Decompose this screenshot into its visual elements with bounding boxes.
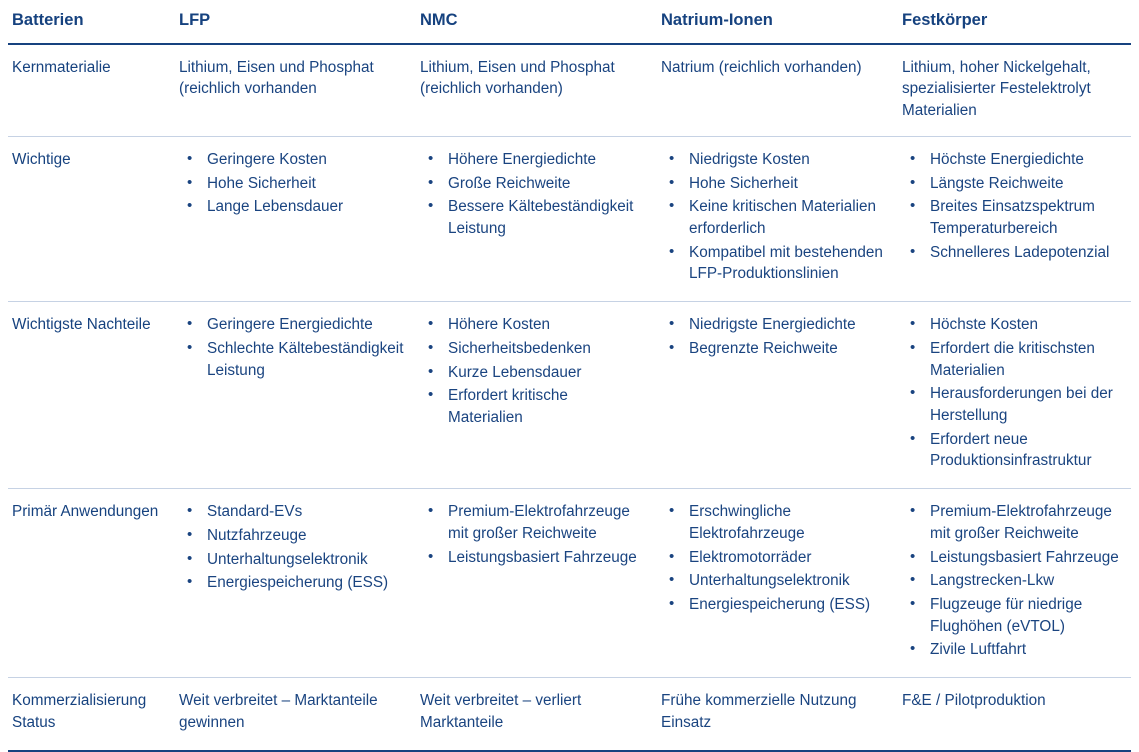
- cell-applications-sodium-ion: [657, 489, 898, 678]
- list-item: • Niedrigste Energiedichte: [661, 314, 886, 336]
- list-item: • Höchste Kosten: [902, 314, 1119, 336]
- bullet-list: [661, 149, 886, 285]
- list-item: • Begrenzte Reichweite: [661, 338, 886, 360]
- bullet-list: [179, 149, 404, 218]
- list-item: • Hohe Sicherheit: [661, 173, 886, 195]
- list-item: • Energiespeicherung (ESS): [179, 572, 404, 594]
- row-label-commercialization-status: Kommerzialisierung Status: [8, 678, 175, 751]
- list-item: • Erfordert die kritischsten Materialien: [902, 338, 1119, 381]
- list-item: • Höchste Energiedichte: [902, 149, 1119, 171]
- list-item: • Höhere Energiedichte: [420, 149, 645, 171]
- list-item: • Höhere Kosten: [420, 314, 645, 336]
- cell-status-lfp: [175, 678, 416, 751]
- cell-status-nmc: [416, 678, 657, 751]
- list-item: • Leistungsbasiert Fahrzeuge: [420, 547, 645, 569]
- column-header-lfp: LFP: [175, 0, 416, 44]
- list-item: • Erfordert kritische Materialien: [420, 385, 645, 428]
- row-label-advantages: Wichtige: [8, 136, 175, 301]
- list-item: • Niedrigste Kosten: [661, 149, 886, 171]
- cell-core-materials-sodium-ion: [657, 44, 898, 137]
- list-item: • Zivile Luftfahrt: [902, 639, 1119, 661]
- cell-text: Frühe kommerzielle Nutzung Einsatz: [661, 692, 857, 731]
- list-item: • Elektromotorräder: [661, 547, 886, 569]
- cell-advantages-sodium-ion: [657, 136, 898, 301]
- bullet-list: [179, 314, 404, 381]
- cell-text: Natrium (reichlich vorhanden): [661, 58, 862, 76]
- cell-core-materials-nmc: [416, 44, 657, 137]
- list-item: • Unterhaltungselektronik: [179, 549, 404, 571]
- column-header-batteries: Batterien: [8, 0, 175, 44]
- list-item: • Kompatibel mit bestehenden LFP-Produktionslinien: [661, 242, 886, 285]
- column-header-nmc: NMC: [416, 0, 657, 44]
- table-header: [8, 0, 1131, 44]
- cell-core-materials-solid-state: [898, 44, 1131, 137]
- row-label-core-materials: Kernmaterialie: [8, 44, 175, 137]
- list-item: • Längste Reichweite: [902, 173, 1119, 195]
- list-item: • Schnelleres Ladepotenzial: [902, 242, 1119, 264]
- cell-status-sodium-ion: [657, 678, 898, 751]
- list-item: • Erschwingliche Elektrofahrzeuge: [661, 501, 886, 544]
- list-item: • Nutzfahrzeuge: [179, 525, 404, 547]
- table-row: [8, 678, 1131, 751]
- cell-applications-lfp: [175, 489, 416, 678]
- list-item: • Flugzeuge für niedrige Flughöhen (eVTOL): [902, 594, 1119, 637]
- column-header-solid-state: Festkörper: [898, 0, 1131, 44]
- cell-advantages-solid-state: [898, 136, 1131, 301]
- list-item: • Große Reichweite: [420, 173, 645, 195]
- bullet-list: [661, 501, 886, 616]
- table-row: [8, 489, 1131, 678]
- bullet-list: [420, 149, 645, 240]
- bullet-list: [902, 149, 1119, 264]
- list-item: • Geringere Energiedichte: [179, 314, 404, 336]
- list-item: • Schlechte Kältebeständigkeit Leistung: [179, 338, 404, 381]
- list-item: • Kurze Lebensdauer: [420, 362, 645, 384]
- list-item: • Leistungsbasiert Fahrzeuge: [902, 547, 1119, 569]
- cell-applications-solid-state: [898, 489, 1131, 678]
- list-item: • Geringere Kosten: [179, 149, 404, 171]
- table-row: [8, 302, 1131, 489]
- bullet-list: [179, 501, 404, 594]
- list-item: • Keine kritischen Materialien erforderlich: [661, 196, 886, 239]
- cell-advantages-nmc: [416, 136, 657, 301]
- list-item: • Langstrecken-Lkw: [902, 570, 1119, 592]
- cell-applications-nmc: [416, 489, 657, 678]
- cell-text: F&E / Pilotproduktion: [902, 692, 1046, 710]
- cell-disadvantages-nmc: [416, 302, 657, 489]
- cell-status-solid-state: [898, 678, 1131, 751]
- battery-comparison-table: [8, 0, 1131, 752]
- list-item: • Energiespeicherung (ESS): [661, 594, 886, 616]
- bullet-list: [902, 314, 1119, 472]
- cell-disadvantages-sodium-ion: [657, 302, 898, 489]
- list-item: • Unterhaltungselektronik: [661, 570, 886, 592]
- cell-text: Lithium, hoher Nickelgehalt, spezialisierter Festelektrolyt Materialien: [902, 58, 1091, 120]
- cell-text: Weit verbreitet – verliert Marktanteile: [420, 692, 582, 731]
- list-item: • Premium-Elektrofahrzeuge mit großer Reichweite: [420, 501, 645, 544]
- row-label-disadvantages: Wichtigste Nachteile: [8, 302, 175, 489]
- bullet-list: [902, 501, 1119, 661]
- list-item: • Breites Einsatzspektrum Temperaturbereich: [902, 196, 1119, 239]
- bullet-list: [420, 314, 645, 429]
- list-item: • Lange Lebensdauer: [179, 196, 404, 218]
- column-header-sodium-ion: Natrium-Ionen: [657, 0, 898, 44]
- table-body: [8, 44, 1131, 751]
- list-item: • Herausforderungen bei der Herstellung: [902, 383, 1119, 426]
- cell-disadvantages-lfp: [175, 302, 416, 489]
- list-item: • Bessere Kältebeständigkeit Leistung: [420, 196, 645, 239]
- row-label-primary-applications: Primär Anwendungen: [8, 489, 175, 678]
- list-item: • Premium-Elektrofahrzeuge mit großer Reichweite: [902, 501, 1119, 544]
- list-item: • Standard-EVs: [179, 501, 404, 523]
- list-item: • Hohe Sicherheit: [179, 173, 404, 195]
- cell-text: Lithium, Eisen und Phosphat (reichlich vorhanden): [420, 58, 615, 98]
- cell-text: Weit verbreitet – Marktanteile gewinnen: [179, 692, 378, 731]
- cell-advantages-lfp: [175, 136, 416, 301]
- cell-disadvantages-solid-state: [898, 302, 1131, 489]
- bullet-list: [420, 501, 645, 568]
- cell-core-materials-lfp: [175, 44, 416, 137]
- bullet-list: [661, 314, 886, 359]
- table-header-row: [8, 0, 1131, 44]
- list-item: • Sicherheitsbedenken: [420, 338, 645, 360]
- list-item: • Erfordert neue Produktionsinfrastruktur: [902, 429, 1119, 472]
- cell-text: Lithium, Eisen und Phosphat (reichlich vorhanden: [179, 58, 374, 98]
- table-row: [8, 136, 1131, 301]
- table-row: [8, 44, 1131, 137]
